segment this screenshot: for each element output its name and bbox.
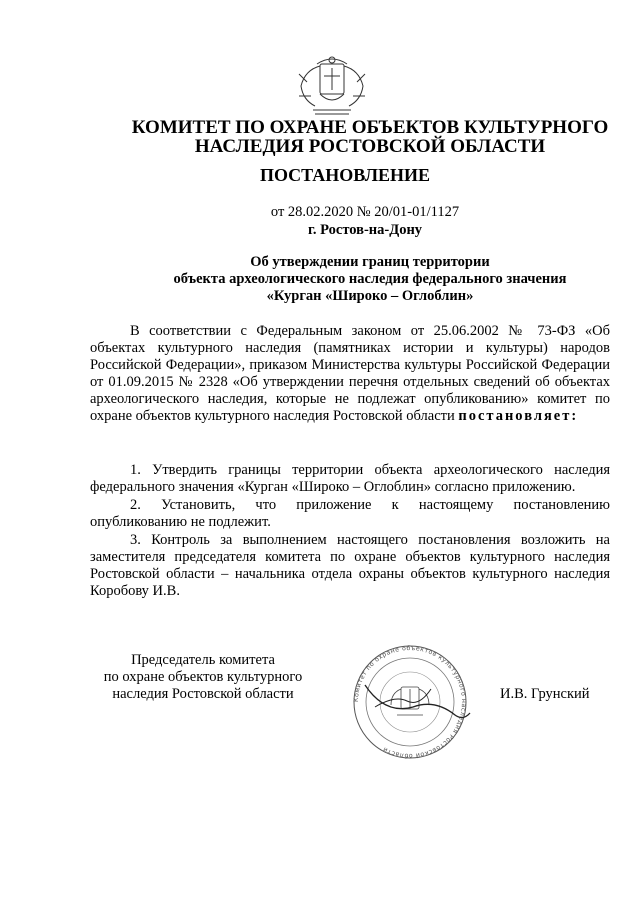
- resolves-word: постановляет:: [458, 408, 579, 424]
- organization-line-2: НАСЛЕДИЯ РОСТОВСКОЙ ОБЛАСТИ: [194, 136, 546, 157]
- date-number: от 28.02.2020 № 20/01-01/1127: [270, 204, 460, 220]
- signer-line-1: Председатель комитета: [131, 652, 275, 668]
- preamble-paragraph: [90, 323, 610, 425]
- preamble-text: В соответствии с Федеральным законом от 25.06.2002 № 73-ФЗ «Об объектах культурного наследия (памятниках истории и культуры) народов Российской Федерации», приказом Министерства культуры Российской Федерации от 01.09.2015 № 2328 «Об утверждении перечня отдельных сведений об объектах археологического наследия, которые не подлежат опубликованию» комитет по охране объектов культурного наследия Ростовской области: [90, 323, 610, 424]
- signer-position: [88, 652, 318, 703]
- document-type: ПОСТАНОВЛЕНИЕ: [259, 165, 431, 185]
- subject-line-1: Об утверждении границ территории: [250, 254, 490, 270]
- item-2: 2. Установить, что приложение к настоящему постановлению опубликованию не подлежит.: [90, 497, 610, 530]
- subject-block: [110, 254, 630, 305]
- signer-line-2: по охране объектов культурного: [103, 669, 303, 685]
- coat-of-arms-emblem: [293, 52, 371, 120]
- official-stamp: [335, 645, 485, 760]
- stamp-ring-text: Комитет по охране объектов культурного наследия Ростовской области: [352, 645, 468, 760]
- organization-title: [120, 118, 620, 156]
- subject-line-3: «Курган «Широко – Оглоблин»: [266, 288, 474, 304]
- organization-line-1: КОМИТЕТ ПО ОХРАНЕ ОБЪЕКТОВ КУЛЬТУРНОГО: [131, 117, 609, 138]
- subject-line-2: объекта археологического наследия федерального значения: [173, 271, 567, 287]
- signer-line-3: наследия Ростовской области: [112, 686, 294, 702]
- signer-name: И.В. Грунский: [500, 686, 590, 702]
- item-1: 1. Утвердить границы территории объекта археологического наследия федерального значения «Курган «Широко – Оглоблин» согласно приложению.: [90, 462, 610, 495]
- city: г. Ростов-на-Дону: [307, 222, 423, 238]
- item-3: 3. Контроль за выполнением настоящего постановления возложить на заместителя председателя комитета по охране объектов культурного наследия Ростовской области – начальника отдела охраны объектов культурного наследия Коробову И.В.: [90, 532, 610, 599]
